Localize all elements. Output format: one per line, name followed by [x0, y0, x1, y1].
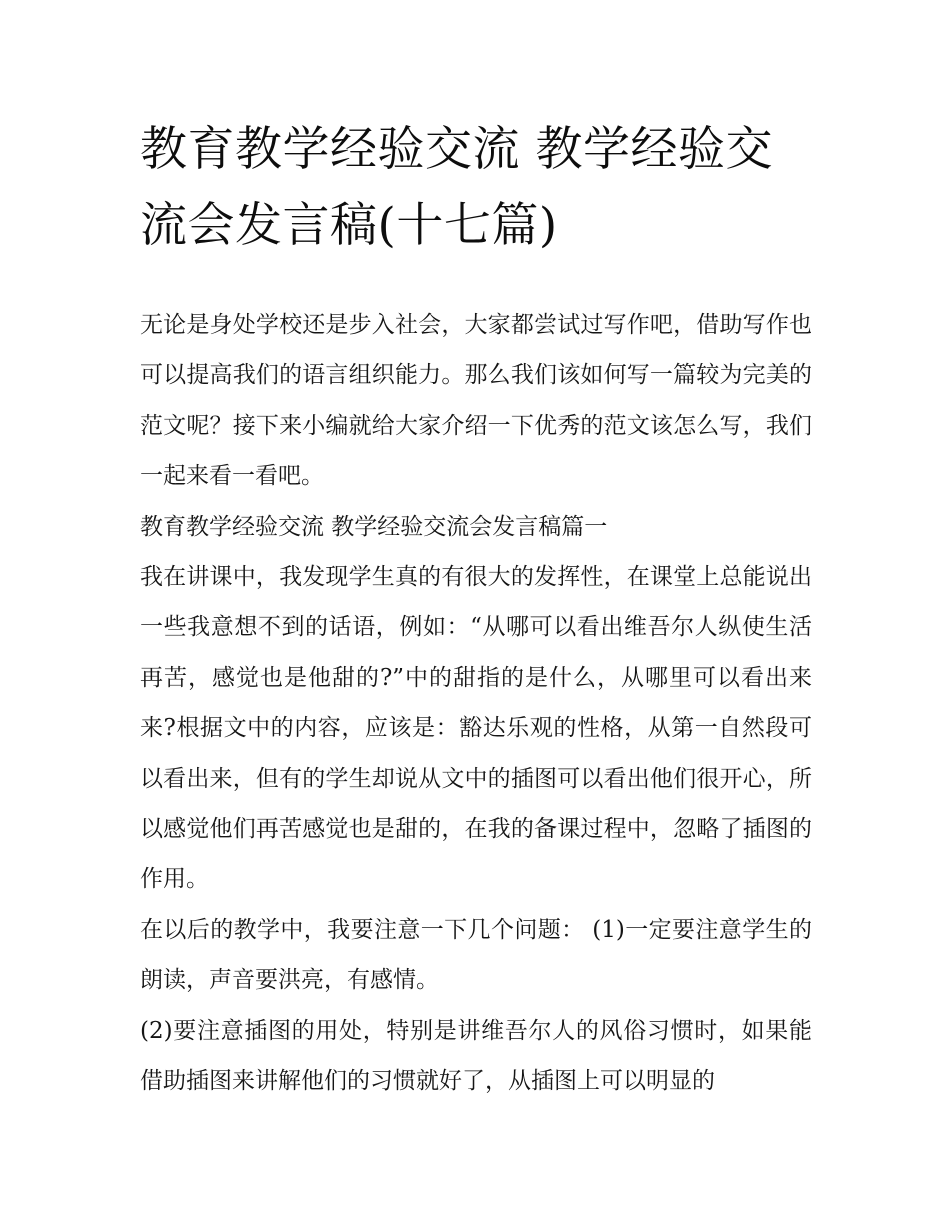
- intro-paragraph: 无论是身处学校还是步入社会，大家都尝试过写作吧，借助写作也可以提高我们的语言组织能力。那么我们该如何写一篇较为完美的范文呢？接下来小编就给大家介绍一下优秀的范文该怎么写，我们一起来看一看吧。: [140, 312, 812, 490]
- document-page: [140, 112, 812, 1107]
- section-heading: 教育教学经验交流 教学经验交流会发言稿篇一: [140, 513, 608, 540]
- document-body: [140, 300, 812, 1107]
- body-paragraph: 在以后的教学中，我要注意一下几个问题： (1)一定要注意学生的朗读，声音要洪亮，有感情。: [140, 916, 812, 994]
- body-paragraph: 我在讲课中，我发现学生真的有很大的发挥性，在课堂上总能说出一些我意想不到的话语，例如：“从哪可以看出维吾尔人纵使生活再苦，感觉也是他甜的?”中的甜指的是什么，从哪里可以看出来来?根据文中的内容，应该是：豁达乐观的性格，从第一自然段可以看出来，但有的学生却说从文中的插图可以看出他们很开心，所以感觉他们再苦感觉也是甜的，在我的备课过程中，忽略了插图的作用。: [140, 564, 812, 893]
- body-paragraph: (2)要注意插图的用处，特别是讲维吾尔人的风俗习惯时，如果能借助插图来讲解他们的习惯就好了，从插图上可以明显的: [140, 1017, 812, 1095]
- document-title: 教育教学经验交流 教学经验交流会发言稿(十七篇): [140, 122, 773, 253]
